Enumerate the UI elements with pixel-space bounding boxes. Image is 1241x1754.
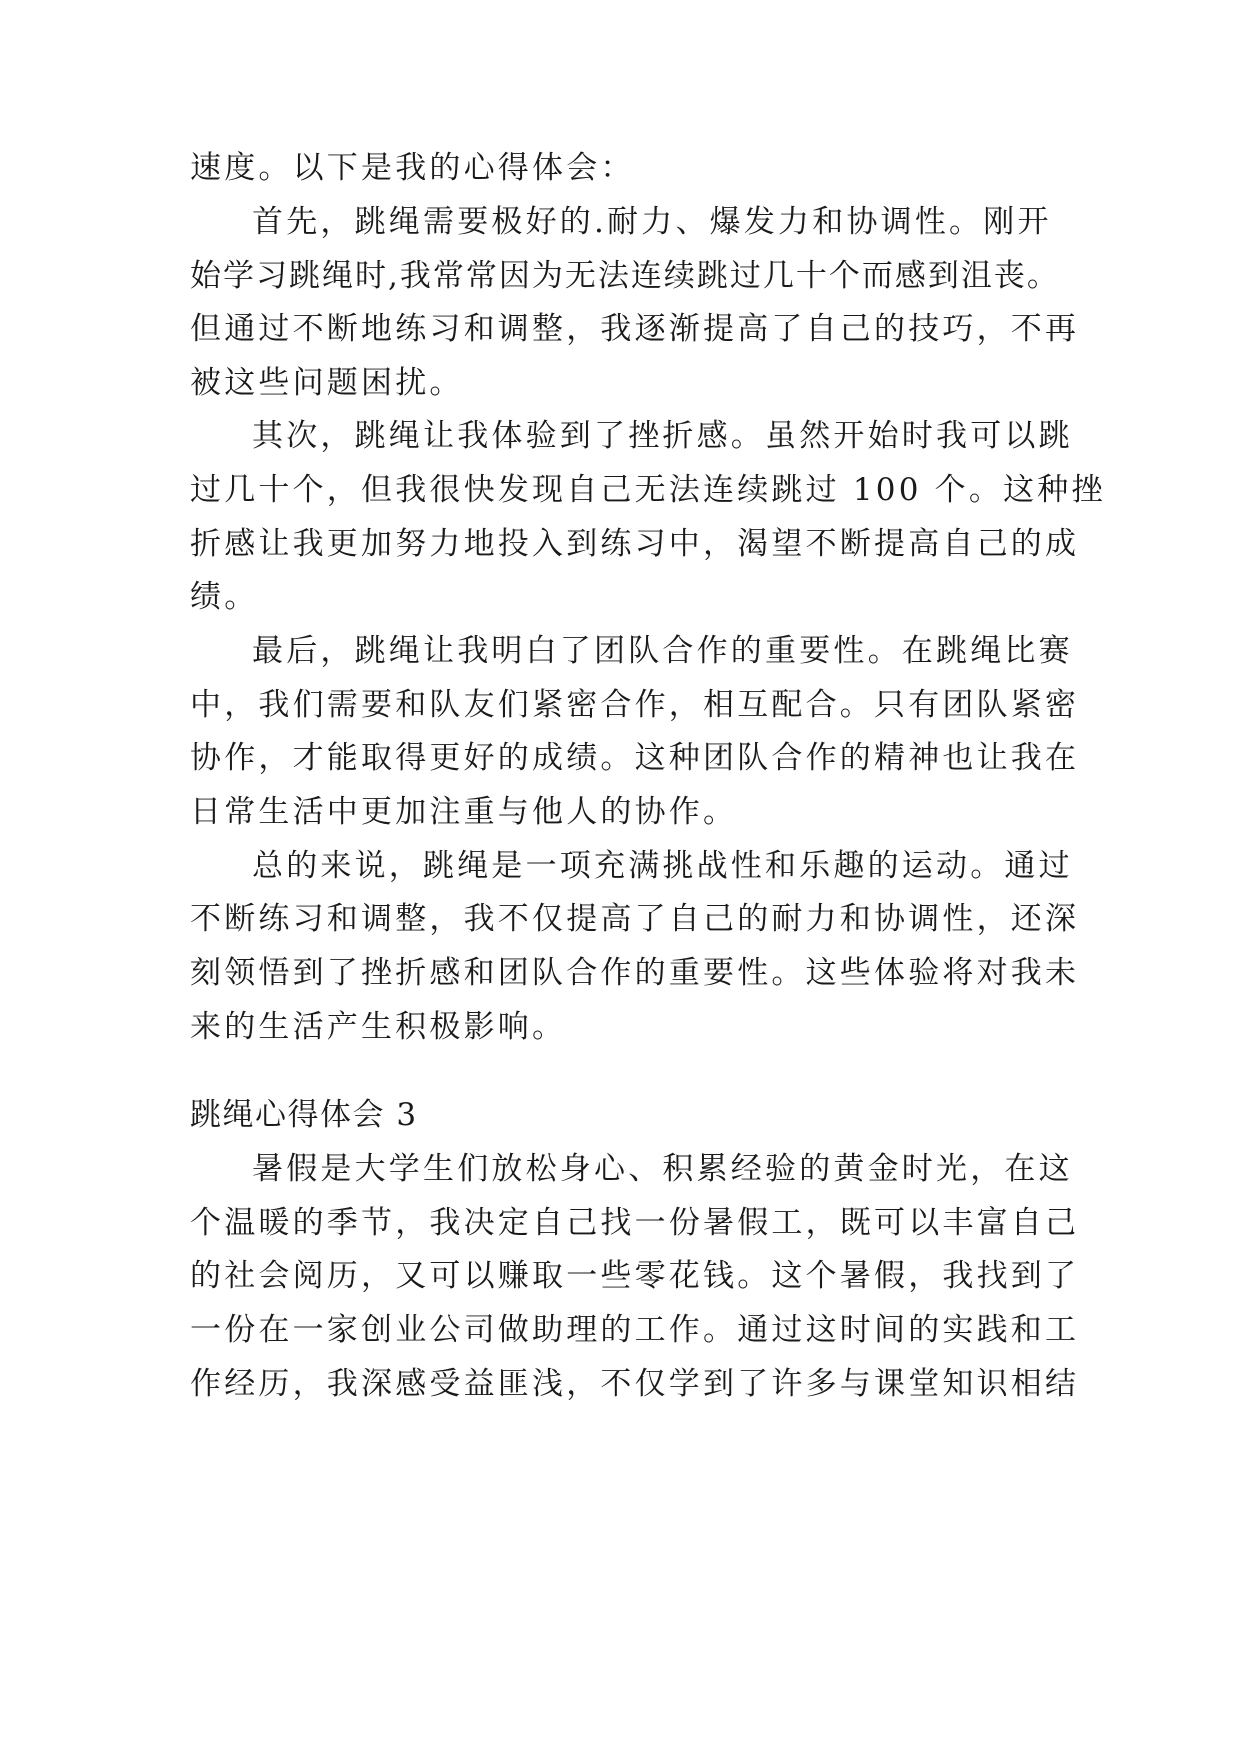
section-heading: 跳绳心得体会 3 [190,1097,418,1133]
text-line: 不断练习和调整，我不仅提高了自己的耐力和协调性，还深 [190,901,1080,937]
text-line: 但通过不断地练习和调整，我逐渐提高了自己的技巧，不再 [190,311,1080,347]
text-line: 被这些问题困扰。 [190,365,464,401]
text-line: 一份在一家创业公司做助理的工作。通过这时间的实践和工 [190,1312,1080,1348]
paragraph-first-line: 最后，跳绳让我明白了团队合作的重要性。在跳绳比赛 [252,633,1073,669]
paragraph-first-line: 其次，跳绳让我体验到了挫折感。虽然开始时我可以跳 [252,418,1073,454]
paragraph-first-line: 暑假是大学生们放松身心、积累经验的黄金时光，在这 [252,1151,1073,1187]
text-line: 的社会阅历，又可以赚取一些零花钱。这个暑假，我找到了 [190,1258,1080,1294]
text-line: 日常生活中更加注重与他人的协作。 [190,794,738,830]
text-line: 折感让我更加努力地投入到练习中，渴望不断提高自己的成 [190,526,1080,562]
text-line: 协作，才能取得更好的成绩。这种团队合作的精神也让我在 [190,740,1080,776]
text-line: 刻领悟到了挫折感和团队合作的重要性。这些体验将对我未 [190,955,1080,991]
text-line: 过几十个，但我很快发现自己无法连续跳过 100 个。这种挫 [190,472,1106,508]
paragraph-first-line: 总的来说，跳绳是一项充满挑战性和乐趣的运动。通过 [252,848,1073,884]
text-line: 速度。以下是我的心得体会： [190,150,635,186]
paragraph-first-line: 首先，跳绳需要极好的.耐力、爆发力和协调性。刚开 [252,204,1052,240]
text-line: 绩。 [190,579,259,615]
text-line: 中，我们需要和队友们紧密合作，相互配合。只有团队紧密 [190,687,1080,723]
text-line: 个温暖的季节，我决定自己找一份暑假工，既可以丰富自己 [190,1205,1080,1241]
text-line: 来的生活产生积极影响。 [190,1009,567,1045]
text-line: 作经历，我深感受益匪浅，不仅学到了许多与课堂知识相结 [190,1366,1080,1402]
text-line: 始学习跳绳时,我常常因为无法连续跳过几十个而感到沮丧。 [190,258,1060,294]
